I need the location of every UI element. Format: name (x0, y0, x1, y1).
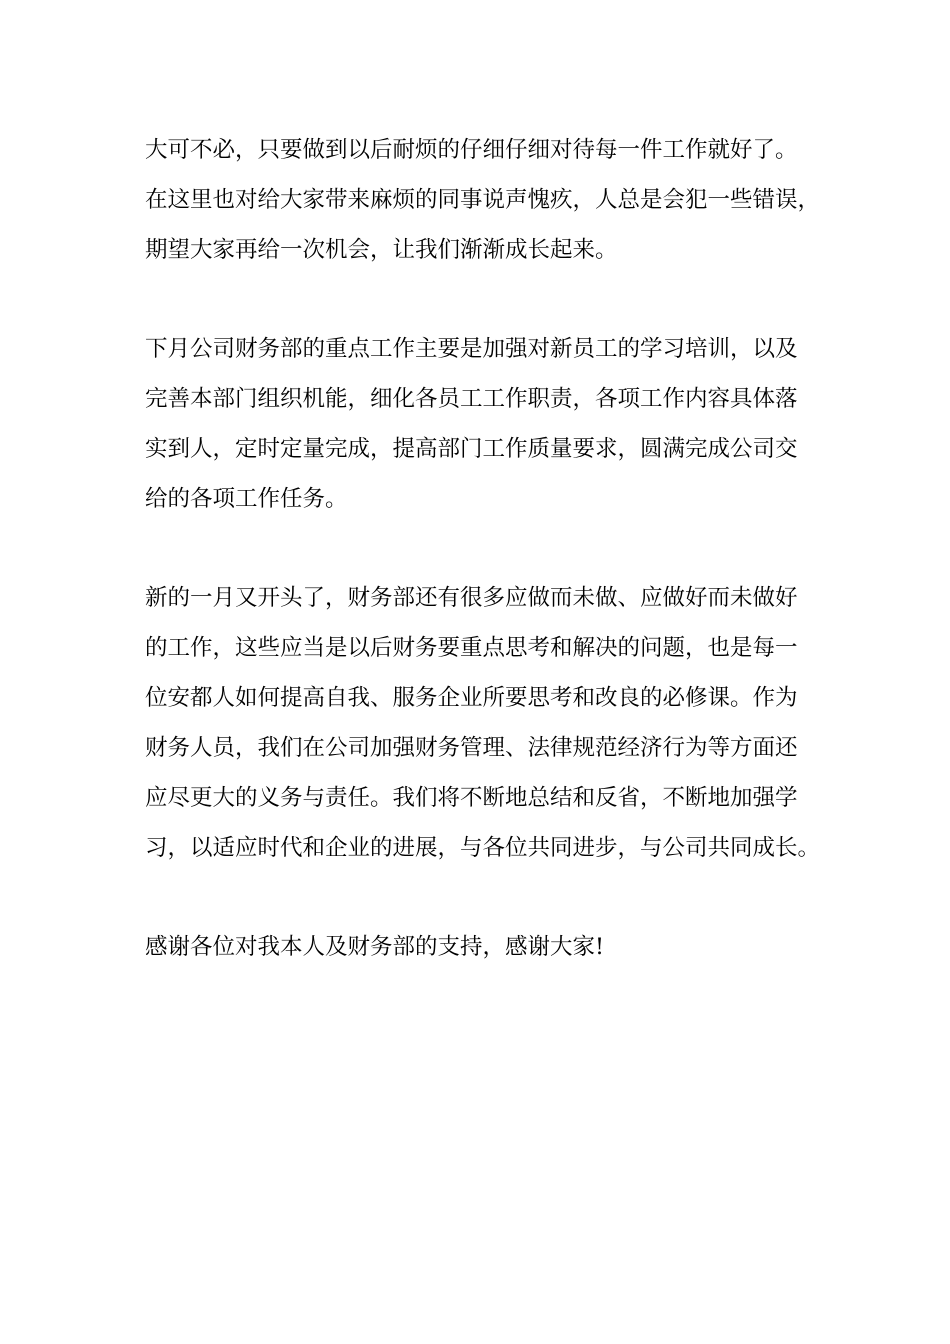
paragraph-4-line-1: 感谢各位对我本人及财务部的支持，感谢大家! (145, 934, 605, 960)
paragraph-3-line-4: 财务人员，我们在公司加强财务管理、法律规范经济行为等方面还 (145, 735, 798, 761)
paragraph-2-line-1: 下月公司财务部的重点工作主要是加强对新员工的学习培训，以及 (145, 336, 798, 362)
paragraph-3-line-5: 应尽更大的义务与责任。我们将不断地总结和反省，不断地加强学 (145, 785, 798, 811)
paragraph-2-line-2: 完善本部门组织机能，细化各员工工作职责，各项工作内容具体落 (145, 386, 798, 412)
paragraph-3-line-1: 新的一月又开头了，财务部还有很多应做而未做、应做好而未做好 (145, 585, 798, 611)
paragraph-3-line-3: 位安都人如何提高自我、服务企业所要思考和改良的必修课。作为 (145, 685, 798, 711)
paragraph-3-line-6: 习，以适应时代和企业的进展，与各位共同进步，与公司共同成长。 (145, 835, 821, 861)
paragraph-1-line-3: 期望大家再给一次机会，让我们渐渐成长起来。 (145, 237, 618, 263)
paragraph-1-line-1: 大可不必，只要做到以后耐烦的仔细仔细对待每一件工作就好了。 (145, 137, 798, 163)
paragraph-1-line-2: 在这里也对给大家带来麻烦的同事说声愧疚，人总是会犯一些错误， (145, 187, 821, 213)
paragraph-2-line-3: 实到人，定时定量完成，提高部门工作质量要求，圆满完成公司交 (145, 436, 798, 462)
paragraph-2-line-4: 给的各项工作任务。 (145, 486, 348, 512)
paragraph-3-line-2: 的工作，这些应当是以后财务要重点思考和解决的问题，也是每一 (145, 635, 798, 661)
